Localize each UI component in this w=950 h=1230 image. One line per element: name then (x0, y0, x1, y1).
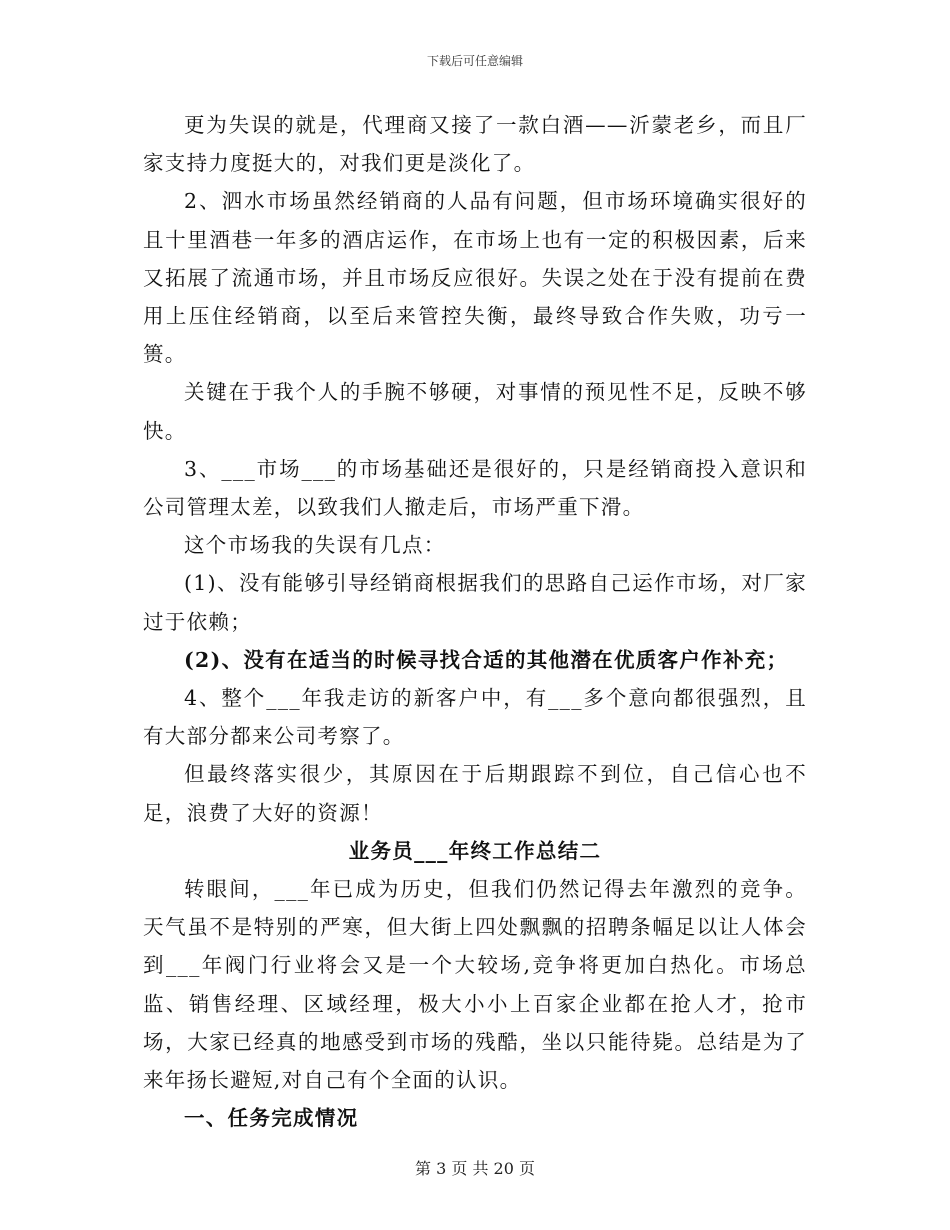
document-body (143, 106, 807, 1137)
page-header: 下载后可任意编辑 (426, 54, 523, 68)
paragraph-agent-mistake: 更为失误的就是，代理商又接了一款白酒——沂蒙老乡，而且厂家支持力度挺大的，对我们更是淡化了。 (143, 113, 807, 176)
paragraph-sishui-market: 2、泗水市场虽然经销商的人品有问题，但市场环境确实很好的且十里酒巷一年多的酒店运作，在市场上也有一定的积极因素，后来又拓展了流通市场，并且市场反应很好。失误之处在于没有提前在费用上压住经销商，以至后来管控失衡，最终导致合作失败，功亏一篑。 (143, 189, 807, 367)
paragraph-key-reason: 关键在于我个人的手腕不够硬，对事情的预见性不足，反映不够快。 (143, 380, 807, 443)
paragraph-new-customers: 4、整个___年我走访的新客户中，有___多个意向都很强烈，且有大部分都来公司考察了。 (143, 686, 807, 749)
section-title-summary-two: 业务员___年终工作总结二 (348, 838, 602, 863)
paragraph-mistake-two: (2)、没有在适当的时候寻找合适的其他潜在优质客户作补充； (184, 647, 789, 672)
page-footer: 第 3 页 共 20 页 (415, 1159, 535, 1178)
paragraph-intro-summary-two: 转眼间，___年已成为历史，但我们仍然记得去年激烈的竞争。天气虽不是特别的严寒，但大街上四处飘飘的招聘条幅足以让人体会到___年阀门行业将会又是一个大较场,竞争将更加白热化。市场总监、销售经理、区域经理，极大小小上百家企业都在抢人才，抢市场，大家已经真的地感受到市场的残酷，坐以只能待毙。总结是为了来年扬长避短,对自己有个全面的认识。 (143, 877, 807, 1093)
paragraph-market-three: 3、___市场___的市场基础还是很好的，只是经销商投入意识和公司管理太差，以致我们人撤走后，市场严重下滑。 (143, 456, 807, 520)
section-heading-task-completion: 一、任务完成情况 (184, 1106, 359, 1131)
paragraph-mistake-one: (1)、没有能够引导经销商根据我们的思路自己运作市场，对厂家过于依赖； (143, 571, 807, 634)
paragraph-mistakes-intro: 这个市场我的失误有几点： (184, 533, 446, 558)
paragraph-wasted-resources: 但最终落实很少，其原因在于后期跟踪不到位，自己信心也不足，浪费了大好的资源！ (143, 762, 807, 825)
